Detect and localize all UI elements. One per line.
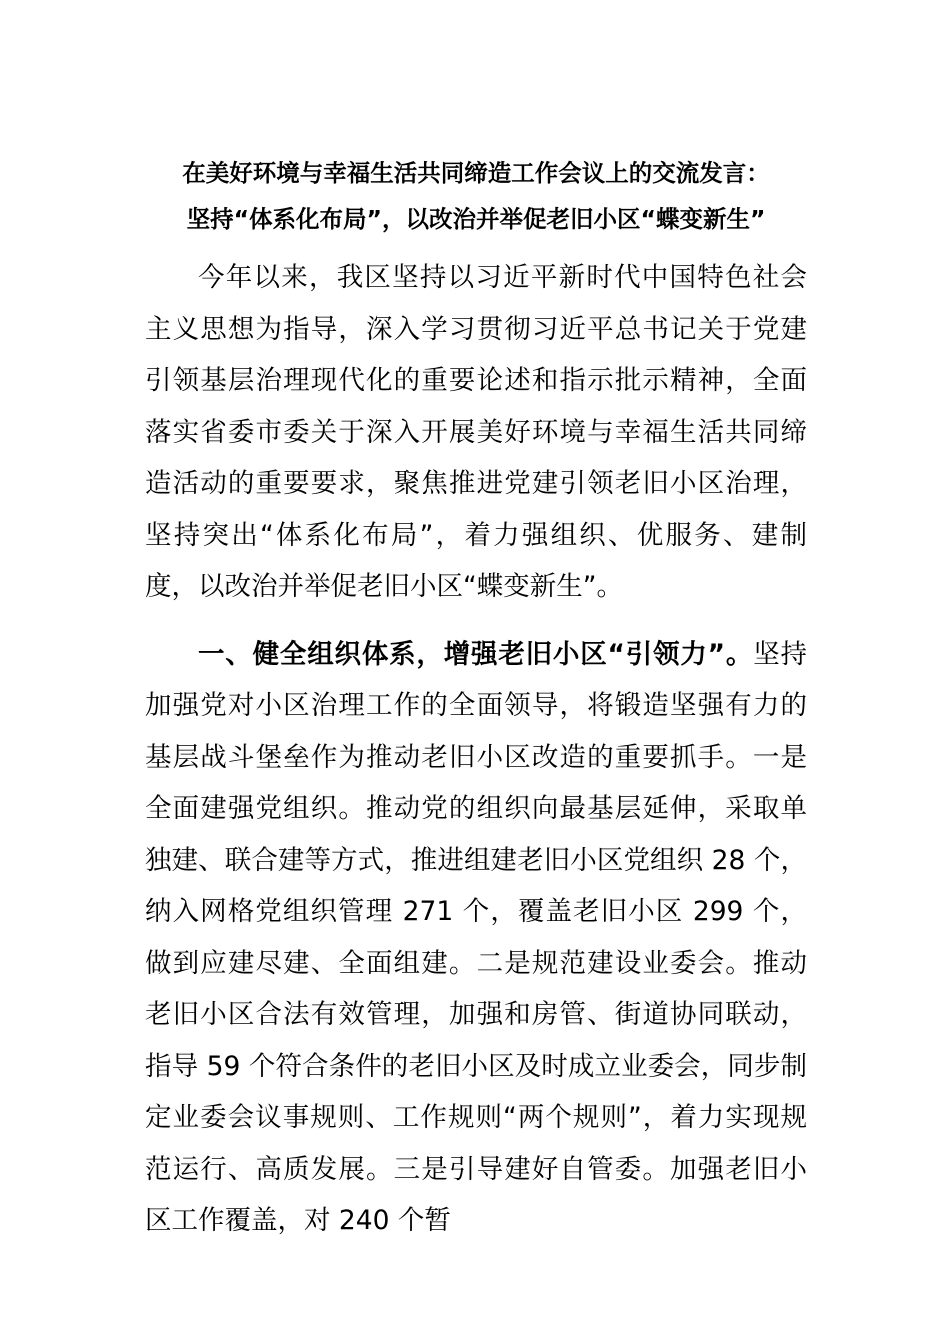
section-1-paragraph [145, 629, 807, 1247]
document-title [145, 150, 807, 242]
intro-paragraph: 今年以来，我区坚持以习近平新时代中国特色社会主义思想为指导，深入学习贯彻习近平总书记关于党建引领基层治理现代化的重要论述和指示批示精神，全面落实省委市委关于深入开展美好环境与幸福生活共同缔造活动的重要要求，聚焦推进党建引领老旧小区治理，坚持突出“体系化布局”，着力强组织、优服务、建制度，以改治并举促老旧小区“蝶变新生”。 [145, 262, 807, 602]
section-1-body: 坚持加强党对小区治理工作的全面领导，将锻造坚强有力的基层战斗堡垒作为推动老旧小区改造的重要抓手。一是全面建强党组织。推动党的组织向最基层延伸，采取单独建、联合建等方式，推进组建老旧小区党组织 28 个，纳入网格党组织管理 271 个，覆盖老旧小区 299 个，做到应建尽建、全面组建。二是规范建设业委会。推动老旧小区合法有效管理，加强和房管、街道协同联动，指导 59 个符合条件的老旧小区及时成立业委会，同步制定业委会议事规则、工作规则“两个规则”，着力实现规范运行、高质发展。三是引导建好自管委。加强老旧小区工作覆盖，对 240 个暂 [145, 638, 807, 1236]
title-line-1: 在美好环境与幸福生活共同缔造工作会议上的交流发言： [182, 159, 770, 187]
title-line-2: 坚持“体系化布局”，以改治并举促老旧小区“蝶变新生” [186, 205, 766, 233]
section-1-heading: 一、健全组织体系，增强老旧小区“引领力”。 [198, 638, 754, 670]
document-page [145, 150, 807, 1247]
